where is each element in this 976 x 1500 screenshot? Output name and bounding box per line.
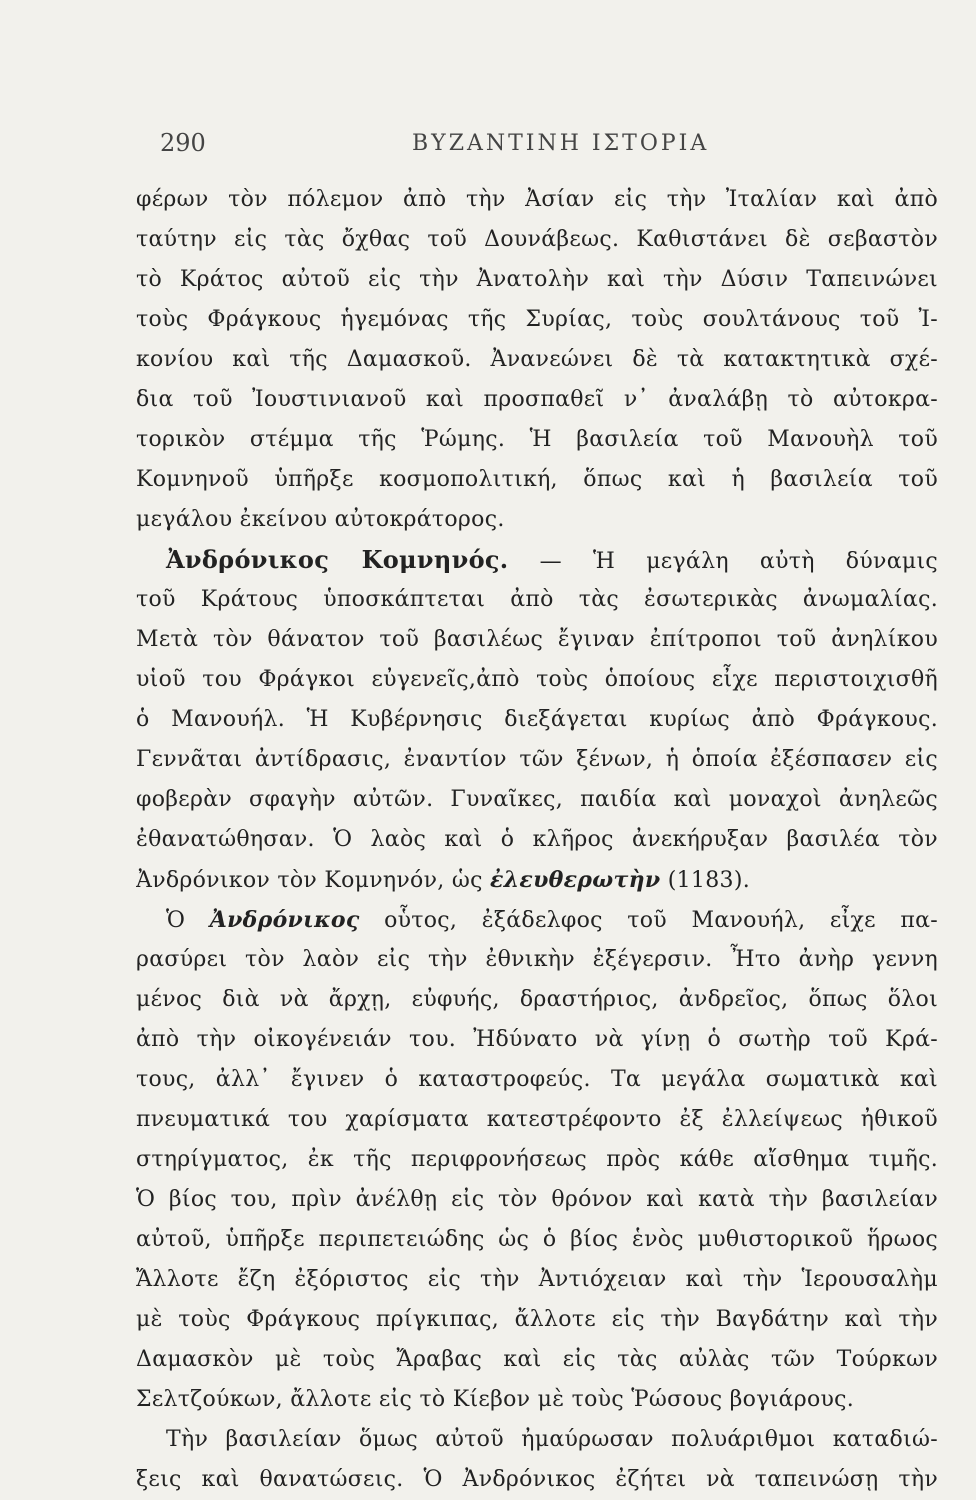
text-line: Σελτζούκων, ἄλλοτε εἰς τὸ Κίεβον μὲ τοὺς Ῥώσους βογιάρους. [136, 1387, 855, 1412]
emphasized-name: Ἀνδρόνικος [209, 907, 360, 933]
page-number: 290 [160, 129, 206, 157]
text-line: Ἄλλοτε ἔζη ἐξόριστος εἰς τὴν Ἀντιόχειαν καὶ τὴν Ἱερουσαλὴμ [136, 1267, 938, 1292]
text-line: Γεννᾶται ἀντίδρασις, ἐναντίον τῶν ξένων, ἡ ὁποία ἐξέσπασεν εἰς [136, 747, 938, 772]
text-line: τους, ἀλλ᾿ ἔγινεν ὁ καταστροφεύς. Τα μεγάλα σωματικὰ καὶ [136, 1067, 938, 1092]
text-line: τοῦ Κράτους ὑποσκάπτεται ἀπὸ τὰς ἐσωτερικὰς ἀνωμαλίας. [136, 587, 938, 612]
text-line: ρασύρει τὸν λαὸν εἰς τὴν ἐθνικὴν ἐξέγερσιν. Ἦτο ἀνὴρ γεννη [136, 947, 938, 972]
emphasized-term: ἐλευθερωτὴν [490, 867, 661, 893]
line-text: (1183). [667, 868, 750, 893]
line-text: Ἀνδρόνικον τὸν Κομνηνόν, ὡς [136, 868, 483, 893]
text-line: μεγάλου ἐκείνου αὐτοκράτορος. [136, 507, 505, 532]
text-line: φέρων τὸν πόλεμον ἀπὸ τὴν Ἀσίαν εἰς τὴν Ἰταλίαν καὶ ἀπὸ [136, 187, 938, 212]
text-line: τοὺς Φράγκους ἡγεμόνας τῆς Συρίας, τοὺς σουλτάνους τοῦ Ἰ- [136, 307, 938, 332]
text-line: Ὁ βίος του, πρὶν ἀνέλθῃ εἰς τὸν θρόνον καὶ κατὰ τὴν βασιλείαν [136, 1187, 938, 1212]
text-line: Κομνηνοῦ ὑπῆρξε κοσμοπολιτική, ὅπως καὶ ἡ βασιλεία τοῦ [136, 467, 938, 492]
text-line: δια τοῦ Ἰουστινιανοῦ καὶ προσπαθεῖ ν᾿ ἀναλάβῃ τὸ αὐτοκρα- [136, 387, 938, 412]
line-text: οὗτος, ἐξάδελφος τοῦ Μανουήλ, εἶχε πα- [384, 908, 938, 933]
text-line: τὸ Κράτος αὐτοῦ εἰς τὴν Ἀνατολὴν καὶ τὴν Δύσιν Ταπεινώνει [136, 267, 938, 292]
text-line: πνευματικά του χαρίσματα κατεστρέφοντο ἐξ ἐλλείψεως ἠθικοῦ [136, 1107, 938, 1132]
text-line: στηρίγματος, ἐκ τῆς περιφρονήσεως πρὸς κάθε αἴσθημα τιμῆς. [136, 1147, 938, 1172]
line-text: Ὁ [166, 908, 186, 933]
section-heading: Ἀνδρόνικος Κομνηνός. [166, 545, 509, 574]
text-line: υἱοῦ του Φράγκοι εὐγενεῖς,ἀπὸ τοὺς ὁποίους εἶχε περιστοιχισθῆ [136, 667, 938, 692]
text-line: μὲ τοὺς Φράγκους πρίγκιπας, ἄλλοτε εἰς τὴν Βαγδάτην καὶ τὴν [136, 1307, 938, 1332]
text-line: ταύτην εἰς τὰς ὄχθας τοῦ Δουνάβεως. Καθιστάνει δὲ σεβαστὸν [136, 227, 938, 252]
text-line: ὁ Μανουήλ. Ἡ Κυβέρνησις διεξάγεται κυρίως ἀπὸ Φράγκους. [136, 707, 938, 732]
running-title: ΒΥΖΑΝΤΙΝΗ ΙΣΤΟΡΙΑ [412, 131, 710, 156]
section-first-line-text: — Ἡ μεγάλη αὐτὴ δύναμις [539, 549, 938, 574]
body-text [136, 180, 938, 1500]
text-line: ἐθανατώθησαν. Ὁ λαὸς καὶ ὁ κλῆρος ἀνεκήρυξαν βασιλέα τὸν [136, 827, 938, 852]
text-line: ξεις καὶ θανατώσεις. Ὁ Ἀνδρόνικος ἐζήτει νὰ ταπεινώσῃ τὴν [136, 1467, 938, 1492]
paragraph-first-line [136, 900, 938, 940]
text-line: φοβερὰν σφαγὴν αὐτῶν. Γυναῖκες, παιδία καὶ μοναχοὶ ἀνηλεῶς [136, 787, 938, 812]
text-line: Δαμασκὸν μὲ τοὺς Ἄραβας καὶ εἰς τὰς αὐλὰς τῶν Τούρκων [136, 1347, 938, 1372]
section-first-line [136, 540, 938, 580]
text-line: Τὴν βασιλείαν ὅμως αὐτοῦ ἠμαύρωσαν πολυάριθμοι καταδιώ- [166, 1427, 938, 1452]
text-line: τορικὸν στέμμα τῆς Ῥώμης. Ἡ βασιλεία τοῦ Μανουὴλ τοῦ [136, 427, 938, 452]
text-line: αὐτοῦ, ὑπῆρξε περιπετειώδης ὡς ὁ βίος ἑνὸς μυθιστορικοῦ ἥρωος [136, 1227, 938, 1252]
page-header [0, 125, 976, 165]
text-line: Μετὰ τὸν θάνατον τοῦ βασιλέως ἔγιναν ἐπίτροποι τοῦ ἀνηλίκου [136, 627, 938, 652]
text-line: μένος διὰ νὰ ἄρχῃ, εὐφυής, δραστήριος, ἀνδρεῖος, ὅπως ὅλοι [136, 987, 938, 1012]
text-line [136, 860, 938, 900]
text-line: ἀπὸ τὴν οἰκογένειάν του. Ἠδύνατο νὰ γίνῃ ὁ σωτὴρ τοῦ Κρά- [136, 1027, 938, 1052]
text-line: κονίου καὶ τῆς Δαμασκοῦ. Ἀνανεώνει δὲ τὰ κατακτητικὰ σχέ- [136, 347, 938, 372]
